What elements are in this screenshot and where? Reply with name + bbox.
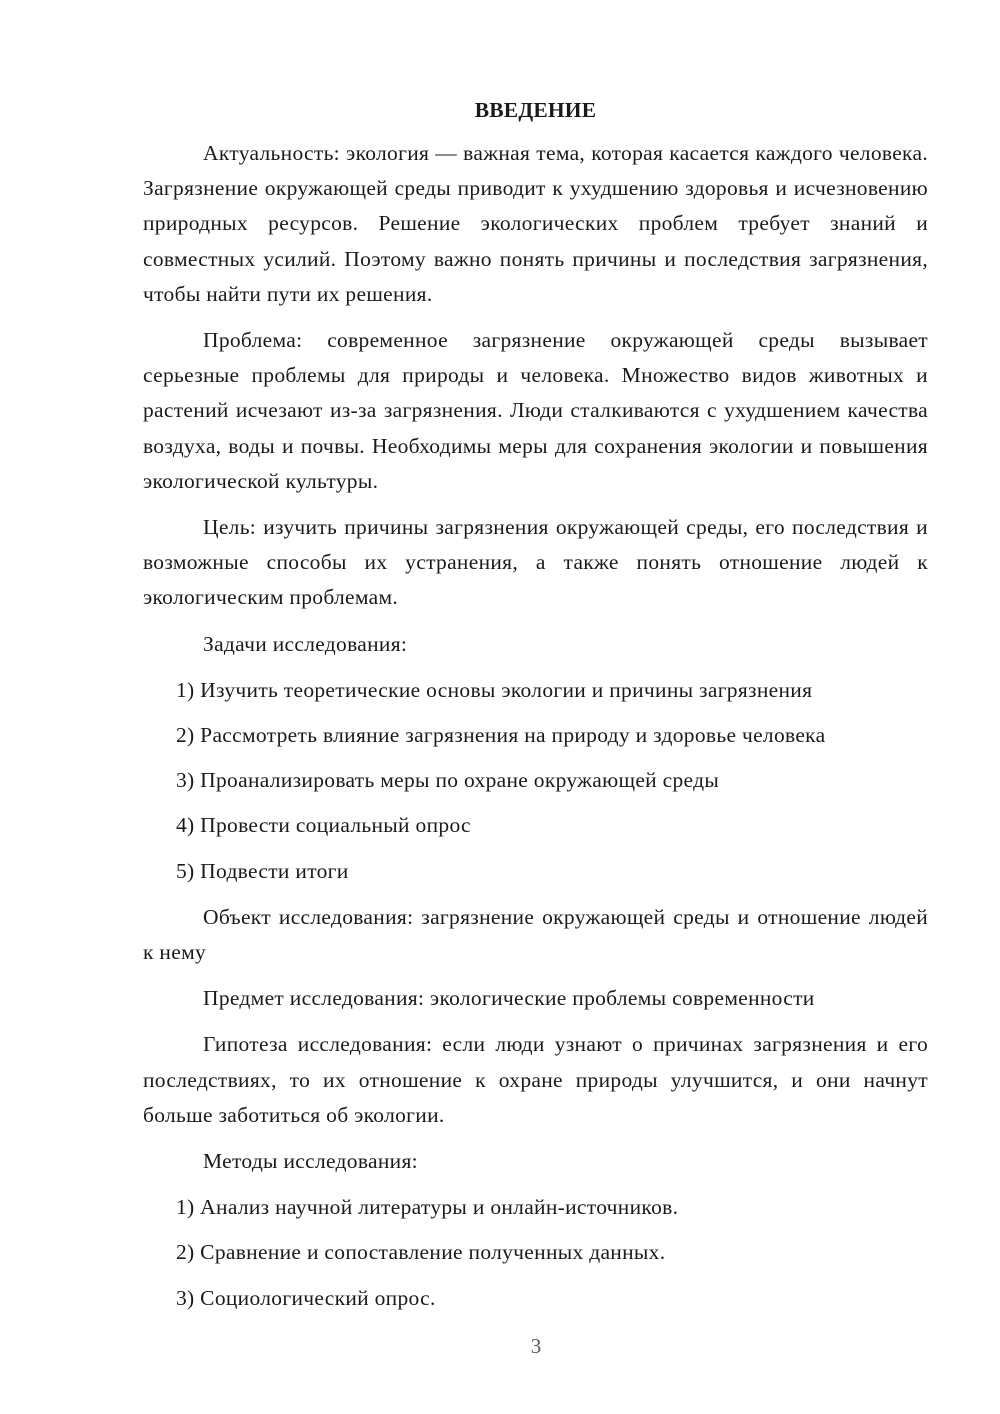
method-item: 1) Анализ научной литературы и онлайн-источников. bbox=[176, 1195, 679, 1220]
task-item: 3) Проанализировать меры по охране окружающей среды bbox=[176, 768, 720, 793]
task-item: 4) Провести социальный опрос bbox=[176, 813, 471, 838]
goal-paragraph: Цель: изучить причины загрязнения окружающей среды, его последствия и возможные способы их устранения, а также понять отношение людей к экологическим проблемам. bbox=[143, 515, 928, 610]
task-item: 5) Подвести итоги bbox=[176, 858, 349, 883]
method-item: 3) Социологический опрос. bbox=[176, 1285, 436, 1310]
subject-paragraph: Предмет исследования: экологические проблемы современности bbox=[203, 986, 815, 1011]
relevance-paragraph: Актуальность: экология — важная тема, которая касается каждого человека. Загрязнение окружающей среды приводит к ухудшению здоровья и исчезновению природных ресурсов. Решение экологических проблем требует знаний и совместных усилий. Поэтому важно понять причины и последствия загрязнения, чтобы найти пути их решения. bbox=[143, 141, 928, 306]
methods-list bbox=[143, 1190, 928, 1316]
problem-paragraph: Проблема: современное загрязнение окружающей среды вызывает серьезные проблемы для природы и человека. Множество видов животных и растений исчезают из-за загрязнения. Люди сталкиваются с ухудшением качества воздуха, воды и почвы. Необходимы меры для сохранения экологии и повышения экологической культуры. bbox=[143, 328, 928, 493]
section-heading: ВВЕДЕНИЕ bbox=[474, 98, 597, 122]
page-number: 3 bbox=[530, 1334, 542, 1358]
hypothesis-paragraph: Гипотеза исследования: если люди узнают о причинах загрязнения и его последствиях, то их отношение к охране природы улучшится, и они начнут больше заботиться об экологии. bbox=[143, 1032, 928, 1127]
task-item: 1) Изучить теоретические основы экологии и причины загрязнения bbox=[176, 677, 813, 702]
method-item: 2) Сравнение и сопоставление полученных данных. bbox=[176, 1240, 666, 1265]
tasks-heading: Задачи исследования: bbox=[203, 631, 408, 656]
document-page bbox=[143, 92, 928, 1327]
object-paragraph: Объект исследования: загрязнение окружающей среды и отношение людей к нему bbox=[143, 904, 928, 965]
tasks-list bbox=[143, 673, 928, 889]
task-item: 2) Рассмотреть влияние загрязнения на природу и здоровье человека bbox=[176, 723, 826, 748]
methods-heading: Методы исследования: bbox=[203, 1149, 418, 1174]
